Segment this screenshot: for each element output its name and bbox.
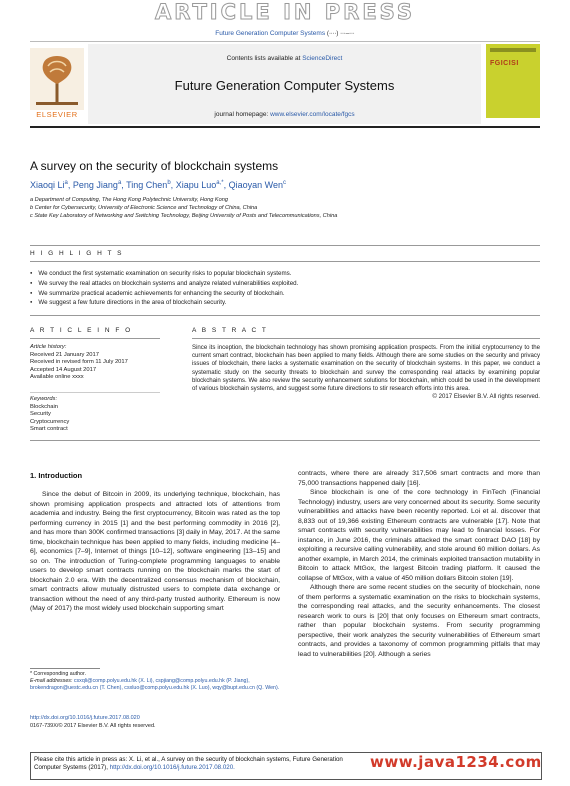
author-affiliation-mark: a	[117, 180, 122, 186]
author-affiliation-mark: c	[282, 180, 286, 186]
elsevier-tree-logo	[30, 48, 84, 110]
author-list: Xiaoqi Li$^a$, Peng Jiang$^a$, Ting Chen$^b$, Xiapu Luo$^{a,*}$, Qiaoyan Wen$^c$	[30, 180, 286, 190]
affiliation-c: c State Key Laboratory of Networking and Switching Technology, Beijing University of Posts and Telecommunications, China	[30, 213, 338, 219]
paragraph: Since the debut of Bitcoin in 2009, its underlying technique, blockchain, has shown promising application prospects and attracted lots of attentions from academia and industry. Being the first cryptocurrency, Bitcoin was rated as the top performing currency in 2015 [1] and the best performing commodity in 2016 [2], and has more than 300K confirmed transactions [3] daily in May, 2017. At the same time, blockchain technique has been applied to many fields, including medicine [4–6], economics [7–9], Internet of things [10–12], software engineering [13–15] and so on. The introduction of Turing-complete programming languages to enable users to develop smart contracts running on the blockchain marks the start of blockchain 2.0 era. With the decentralized consensus mechanism of blockchain, smart contracts allow mutually distrusted users to complete data exchange or transaction without the need of any third-party trusted authority. Ethereum is now (May of 2017) the most widely used blockchain supporting smart	[30, 491, 280, 612]
author-name[interactable]: Ting Chen	[126, 180, 168, 190]
cover-strip	[490, 48, 536, 52]
intro-right-column	[298, 469, 540, 659]
author-affiliation-mark: a,*	[216, 180, 224, 186]
affiliation-b: b Center for Cybersecurity, University of Electronic Science and Technology of China, China	[30, 205, 258, 211]
article-history: Article history: Received 21 January 2017 Received in revised form 11 July 2017 Accepted 14 August 2017 Available online xxxx	[30, 344, 128, 381]
cover-label: FGICISI	[490, 60, 519, 67]
journal-title: Future Generation Computer Systems	[174, 78, 395, 93]
article-info-heading: A R T I C L E I N F O	[30, 327, 133, 334]
contents-line: Contents lists available at ScienceDirect	[226, 55, 343, 62]
article-info-rule	[30, 338, 160, 339]
highlight-item: ● We survey the real attacks on blockchain systems and analyze related vulnerabilities exploited.	[30, 279, 540, 289]
author-name[interactable]: Qiaoyan Wen	[228, 180, 283, 190]
footnote-rule	[30, 668, 100, 669]
author-affiliation-mark: a	[64, 180, 68, 186]
paper-title: A survey on the security of blockchain systems	[30, 159, 279, 173]
journal-cover-image	[486, 44, 540, 118]
citation-doi-link[interactable]: http://dx.doi.org/10.1016/j.future.2017.08.020.	[109, 763, 235, 771]
abstract-copyright: © 2017 Elsevier B.V. All rights reserved.	[432, 393, 540, 401]
highlight-item: ● We suggest a few future directions in the area of blockchain security.	[30, 298, 540, 308]
masthead-rule	[30, 126, 540, 128]
highlights-list	[30, 269, 540, 308]
front-matter-rule	[30, 440, 540, 441]
highlights-rule-bottom	[30, 315, 540, 316]
highlight-item: ● We conduct the first systematic examination on security risks to popular blockchain systems.	[30, 269, 540, 279]
paragraph: Although there are some recent studies on the security of blockchain, none of them performs a systematic examination on the risks to blockchain systems, the corresponding real attacks, and the security enhancements. The closest research work to ours is [20] that only focuses on Ethereum smart contracts, rather than popular blockchain systems. From security programming perspective, their work analyzes the security vulnerabilities of Ethereum smart contracts, and provides a taxonomy of common programming pitfalls that may lead to vulnerabilities [20]. Although a series	[298, 584, 540, 658]
journal-homepage: journal homepage: www.elsevier.com/locate/fgcs	[214, 111, 355, 118]
issn-line: 0167-739X/© 2017 Elsevier B.V. All rights reserved.	[30, 723, 156, 729]
sciencedirect-link[interactable]: ScienceDirect	[302, 55, 343, 62]
top-divider	[30, 41, 540, 42]
homepage-link[interactable]: www.elsevier.com/locate/fgcs	[270, 111, 355, 118]
highlights-rule-top	[30, 245, 540, 246]
abstract-rule	[192, 338, 540, 339]
keywords-list: Keywords: Blockchain Security Cryptocurrency Smart contract	[30, 396, 70, 433]
abstract-heading: A B S T R A C T	[192, 327, 268, 334]
publisher-name: ELSEVIER	[36, 110, 78, 119]
author-name[interactable]: Peng Jiang	[72, 180, 118, 190]
paragraph: Since blockchain is one of the core technology in FinTech (Financial Technology) industry, users are very concerned about its security. Some security vulnerabilities and attacks have been recently reported. Loi et al. discover that 8,833 out of 19,366 existing Ethereum contracts are vulnerable [17]. Note that smart contracts with security vulnerabilities may lead to financial losses. For instance, in June 2016, the criminals attacked the smart contract DAO [18] by exploiting a recursive calling vulnerability, and stole around 60 million dollars. As another example, in March 2014, the criminals exploited transaction mutability in Bitcoin to attack MtGox, the largest Bitcoin trading platform. It caused the collapse of MtGox, with a value of 450 million dollars Bitcoin stolen [19].	[298, 489, 540, 582]
highlight-item: ● We summarize practical academic achievements for enhancing the security of blockchain.	[30, 289, 540, 299]
author-name[interactable]: Xiapu Luo	[175, 180, 217, 190]
corresponding-author-note: * Corresponding author.	[30, 671, 86, 677]
doi-link[interactable]: http://dx.doi.org/10.1016/j.future.2017.08.020	[30, 715, 140, 721]
author-name[interactable]: Xiaoqi Li	[30, 180, 65, 190]
section-heading-introduction: 1. Introduction	[30, 471, 83, 480]
highlights-heading: H I G H L I G H T S	[30, 250, 124, 257]
author-emails[interactable]: csxqli@comp.polyu.edu.hk (X. Li), cspjiang@comp.polyu.edu.hk (P. Jiang), brokendragon@uestc.edu.cn (T. Chen), csxluo@comp.polyu.edu.hk (X. Luo), wqy@bupt.edu.cn (Q. Wen).	[30, 678, 280, 691]
citation-text: Please cite this article in press as: X. Li, et al., A survey on the security of blockchain systems, Future Generation Computer Systems (2017), http://dx.doi.org/10.1016/j.future.2017.08.020.	[34, 756, 343, 771]
highlights-rule-mid	[30, 261, 540, 262]
journal-name: Future Generation Computer Systems	[215, 30, 326, 37]
journal-reference-line	[0, 30, 570, 37]
paragraph: contracts, where there are already 317,506 smart contracts and more than 75,000 transactions happened daily [16].	[298, 470, 540, 487]
footnote: * Corresponding author. E-mail addresses: csxqli@comp.polyu.edu.hk (X. Li), cspjiang@comp.polyu.edu.hk (P. Jiang), brokendragon@uestc.edu.cn (T. Chen), csxluo@comp.polyu.edu.hk (X. Luo), wqy@bupt.edu.cn (Q. Wen).	[30, 671, 285, 692]
affiliation-a: a Department of Computing, The Hong Kong Polytechnic University, Hong Kong	[30, 197, 228, 203]
keywords-rule	[30, 392, 160, 393]
article-in-press-banner: ARTICLE IN PRESS	[0, 0, 570, 27]
intro-left-column	[30, 490, 280, 614]
author-affiliation-mark: b	[167, 180, 171, 186]
abstract-body: Since its inception, the blockchain technology has shown promising application prospects. From the initial cryptocurrency to the current smart contract, blockchain has been applied to many fields. Although there are some studies on the security and privacy issues of blockchain, there lacks a systematic examination on the security of blockchain systems. In this paper, we conduct a systematic study on the security threats to blockchain and survey the corresponding real attacks by examining popular blockchain systems. We also review the security enhancement solutions for blockchain, which could be used in the development of various blockchain systems, and suggest some future directions to stir research efforts into this area. © 2017 Elsevier B.V. All rights reserved.	[192, 344, 540, 401]
watermark: www.java1234.com	[370, 753, 542, 771]
journal-volume-ref: (∙∙∙∙) ∙∙∙–∙∙∙	[326, 30, 355, 37]
